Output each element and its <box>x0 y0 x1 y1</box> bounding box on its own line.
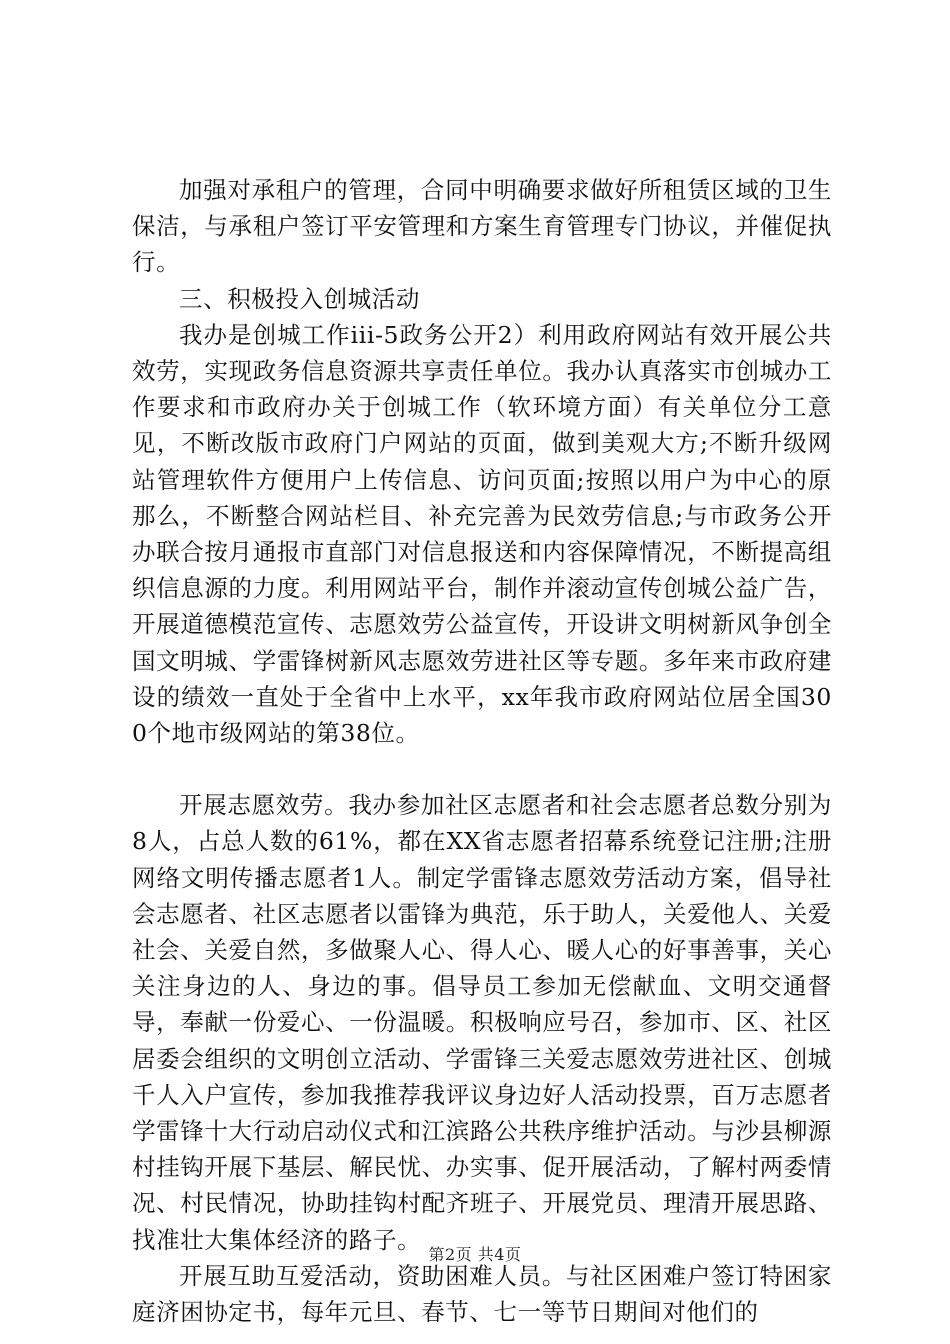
paragraph-tenant-management: 加强对承租户的管理，合同中明确要求做好所租赁区域的卫生保洁，与承租户签订平安管理和方案生育管理专门协议，并催促执行。 <box>132 176 832 277</box>
section-heading: 三、积极投入创城活动 <box>179 284 420 313</box>
page-number-footer: 第2页 共4页 <box>428 1245 522 1264</box>
paragraph-volunteer-service: 开展志愿效劳。我办参加社区志愿者和社会志愿者总数分别为8人，占总人数的61%，都在XX省志愿者招幕系统登记注册;注册网络文明传播志愿者1人。制定学雷锋志愿效劳活动方案，倡导社会志愿者、社区志愿者以雷锋为典范，乐于助人，关爱他人、关爱社会、关爱自然，多做聚人心、得人心、暖人心的好事善事，关心关注身边的人、身边的事。倡导员工参加无偿献血、文明交通督导，奉献一份爱心、一份温暖。积极响应号召，参加市、区、社区居委会组织的文明创立活动、学雷锋三关爱志愿效劳进社区、创城千人入户宣传，参加我推荐我评议身边好人活动投票，百万志愿者学雷锋十大行动启动仪式和江滨路公共秩序维护活动。与沙县柳源村挂钩开展下基层、解民忧、办实事、促开展活动，了解村两委情况、村民情况，协助挂钩村配齐班子、开展党员、理清开展思路、找准壮大集体经济的路子。 <box>132 791 832 1254</box>
paragraph-mutual-aid: 开展互助互爱活动，资助困难人员。与社区困难户签订特困家庭济困协定书，每年元旦、春节、七一等节日期间对他们的 <box>132 1261 832 1327</box>
document-body <box>132 172 832 1330</box>
paragraph-gap <box>132 751 832 787</box>
paragraph-website-work: 我办是创城工作iii-5政务公开2）利用政府网站有效开展公共效劳，实现政务信息资源共享责任单位。我办认真落实市创城办工作要求和市政府办关于创城工作（软环境方面）有关单位分工意见，不断改版市政府门户网站的页面，做到美观大方;不断升级网站管理软件方便用户上传信息、访问页面;按照以用户为中心的原那么，不断整合网站栏目、补充完善为民效劳信息;与市政务公开办联合按月通报市直部门对信息报送和内容保障情况，不断提高组织信息源的力度。利用网站平台，制作并滚动宣传创城公益广告，开展道德模范宣传、志愿效劳公益宣传，开设讲文明树新风争创全国文明城、学雷锋树新风志愿效劳进社区等专题。多年来市政府建设的绩效一直处于全省中上水平，xx年我市政府网站位居全国300个地市级网站的第38位。 <box>132 320 832 748</box>
